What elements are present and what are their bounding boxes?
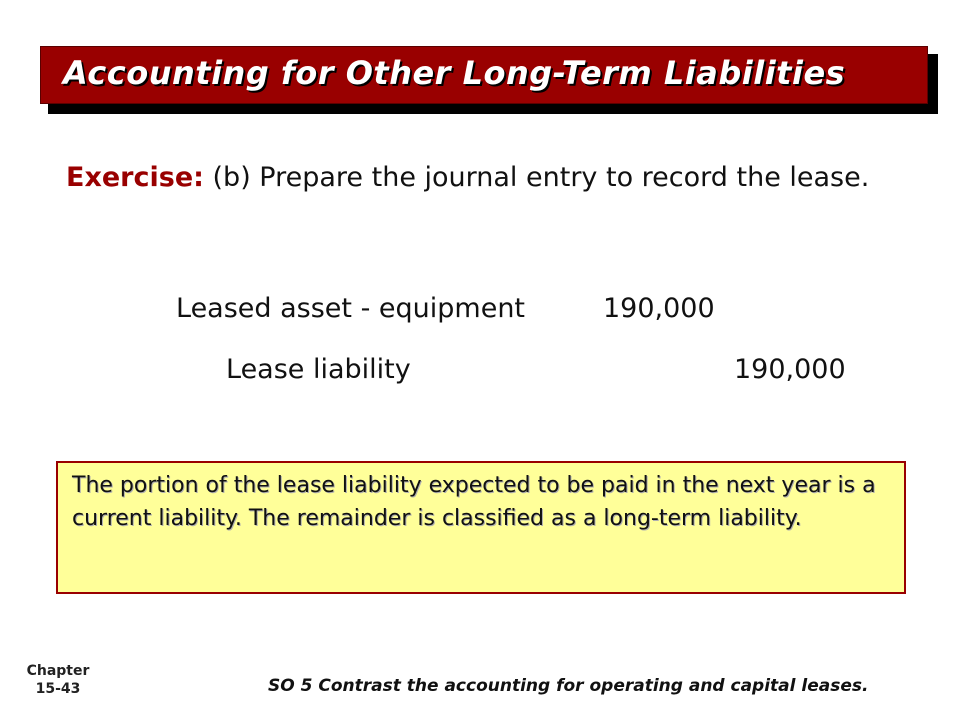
chapter-label (26, 662, 90, 698)
page-number: 15-43 (35, 681, 81, 697)
exercise-prompt (66, 156, 886, 200)
study-objective: SO 5 Contrast the accounting for operating and capital leases. (268, 676, 869, 696)
note-text: The portion of the lease liability expected to be paid in the next year is a current liability. The remainder is classified as a long-term liability. (72, 473, 876, 531)
debit-account: Leased asset - equipment (176, 293, 526, 324)
exercise-text: (b) Prepare the journal entry to record the lease. (203, 162, 870, 193)
title-banner (40, 46, 928, 104)
debit-amount: 190,000 (603, 293, 715, 324)
credit-amount: 190,000 (734, 354, 846, 385)
slide-title: Accounting for Other Long-Term Liabilities (63, 54, 846, 92)
credit-account: Lease liability (226, 354, 411, 385)
chapter-word: Chapter (26, 663, 90, 679)
exercise-label: Exercise: (66, 162, 204, 193)
note-box (56, 461, 906, 594)
